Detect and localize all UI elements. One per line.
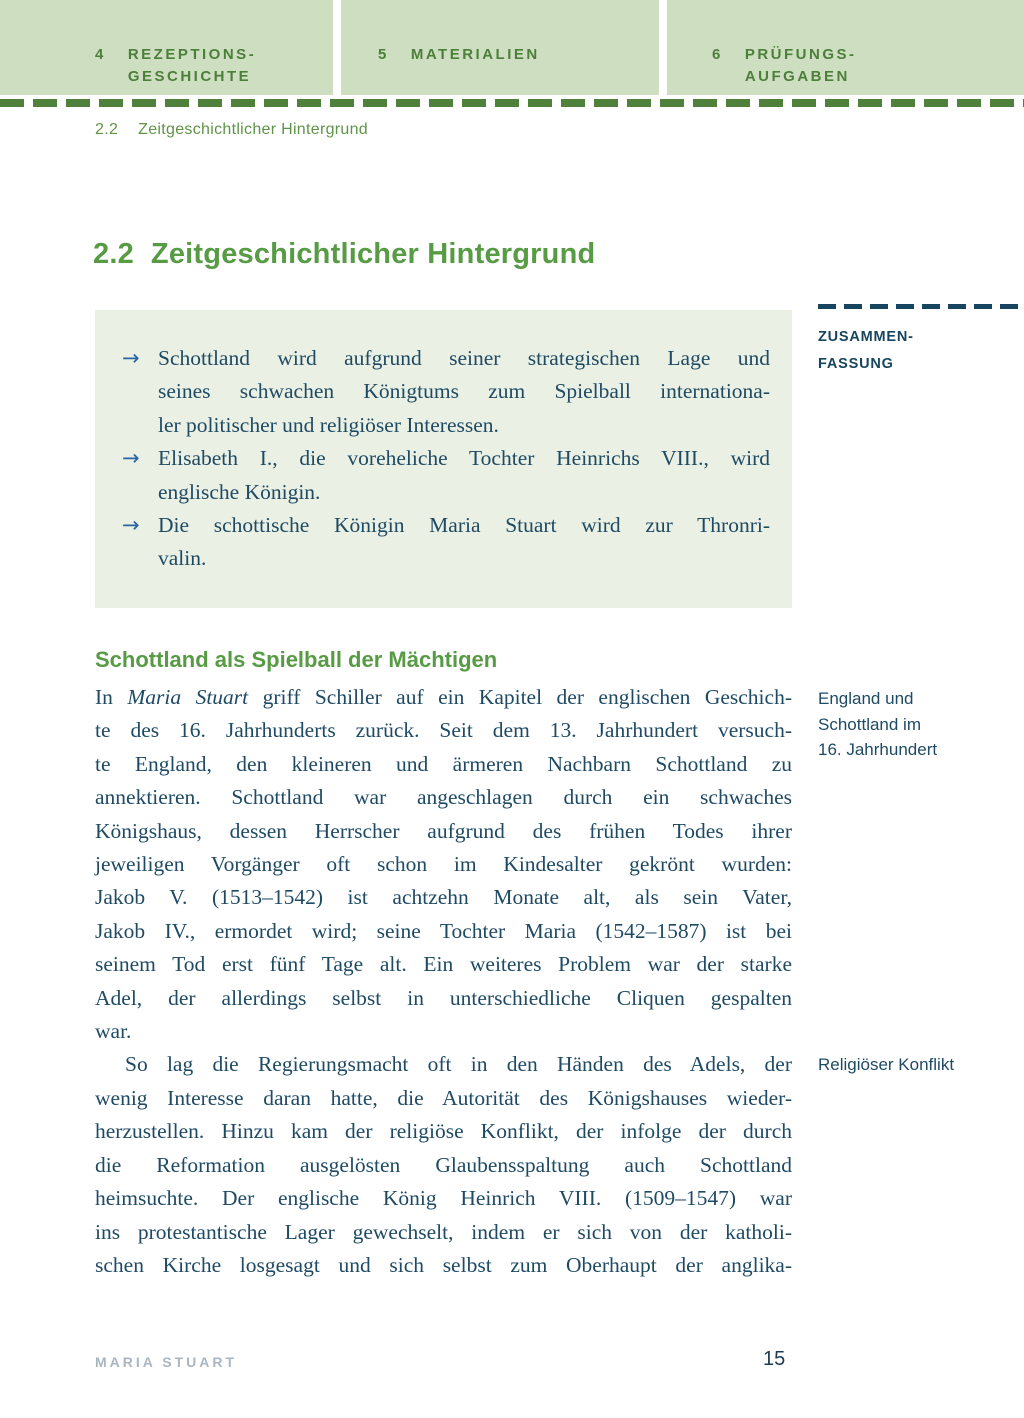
margin-note: England und Schottland im 16. Jahrhundert <box>818 689 938 759</box>
chapter-tab-label: MATERIALIEN <box>410 46 540 63</box>
body-text <box>95 681 792 1282</box>
summary-box <box>95 310 792 608</box>
summary-bullet <box>122 509 770 576</box>
dashed-divider-navy <box>818 304 1024 309</box>
breadcrumb-number: 2.2 <box>95 121 119 138</box>
chapter-tab-label: PRÜFUNGS- AUFGABEN <box>744 46 857 85</box>
page-title <box>93 238 595 271</box>
paragraph-text: griff Schiller auf ein Kapitel der englischen Geschich- <box>248 685 792 709</box>
chapter-tab-number: 5 <box>378 46 389 63</box>
paragraph-2 <box>95 1048 792 1282</box>
page-number: 15 <box>763 1348 786 1370</box>
chapter-tab-content <box>712 44 1024 88</box>
chapter-tab <box>341 0 659 95</box>
page-title-number: 2.2 <box>93 238 134 270</box>
breadcrumb-title: Zeitgeschichtlicher Hintergrund <box>138 121 369 138</box>
chapter-tab <box>0 0 333 95</box>
paragraph-1 <box>95 681 792 1048</box>
dashed-divider-green <box>0 99 1024 107</box>
summary-margin-label: ZUSAMMEN- FASSUNG <box>818 329 914 372</box>
paragraph-1-first-line <box>95 681 792 714</box>
arrow-bullet-icon: → <box>122 513 140 538</box>
arrow-bullet-icon: → <box>122 346 140 370</box>
paragraph-text: In <box>95 685 128 709</box>
chapter-tab <box>667 0 1024 95</box>
paragraph-2-lines: So lag die Regierungsmacht oft in den Händen des Adels, der wenig Interesse daran hatte, die Autorität des Königshauses wieder- herzustellen. Hinzu kam der religiöse Konflikt, der infolge der durch die Reformation ausgelösten Glaubensspaltung auch Schottland heimsuchte. Der englische König Heinrich VIII. (1509–1547) war ins protestantische Lager gewechselt, indem er sich von der katholi- schen Kirche losgesagt und sich selbst zum Oberhaupt der anglika- <box>95 1052 792 1277</box>
chapter-tab-content <box>378 44 659 66</box>
section-heading: Schottland als Spielball der Mächtigen <box>95 647 498 672</box>
breadcrumb <box>95 121 368 139</box>
chapter-tab-bar <box>0 0 1024 95</box>
chapter-tab-content <box>95 44 333 88</box>
summary-bullet-text: Elisabeth I., die voreheliche Tochter Heinrichs VIII., wird englische Königin. <box>158 446 770 504</box>
chapter-tab-label: REZEPTIONS- GESCHICHTE <box>127 46 257 85</box>
margin-note: Religiöser Konflikt <box>818 1055 955 1074</box>
summary-bullet <box>122 442 770 509</box>
chapter-tab-number: 4 <box>95 46 106 63</box>
summary-bullet-text: Die schottische Königin Maria Stuart wird zur Thronri- valin. <box>158 513 770 571</box>
chapter-tab-number: 6 <box>712 46 723 63</box>
summary-bullet <box>122 342 770 442</box>
work-title-italic: Maria Stuart <box>127 685 249 709</box>
footer-book-title: MARIA STUART <box>95 1354 238 1370</box>
summary-bullet-text: Schottland wird aufgrund seiner strategischen Lage und seines schwachen Königtums zum Spielball internationa- ler politischer und religiöser Interessen. <box>158 346 770 437</box>
arrow-bullet-icon: → <box>122 446 140 471</box>
page-title-text: Zeitgeschichtlicher Hintergrund <box>150 238 596 270</box>
paragraph-1-lines: te des 16. Jahrhunderts zurück. Seit dem 13. Jahrhundert versuch- te England, den kleineren und ärmeren Nachbarn Schottland zu annektieren. Schottland war angeschlagen durch ein schwaches Königshaus, dessen Herrscher aufgrund des frühen Todes ihrer jeweiligen Vorgänger oft schon im Kindesalter gekrönt wurden: Jakob V. (1513–1542) ist achtzehn Monate alt, als sein Vater, Jakob IV., ermordet wird; seine Tochter Maria (1542–1587) ist bei seinem Tod erst fünf Tage alt. Ein weiteres Problem war der starke Adel, der allerdings selbst in unterschiedliche Cliquen gespalten war. <box>95 718 792 1044</box>
